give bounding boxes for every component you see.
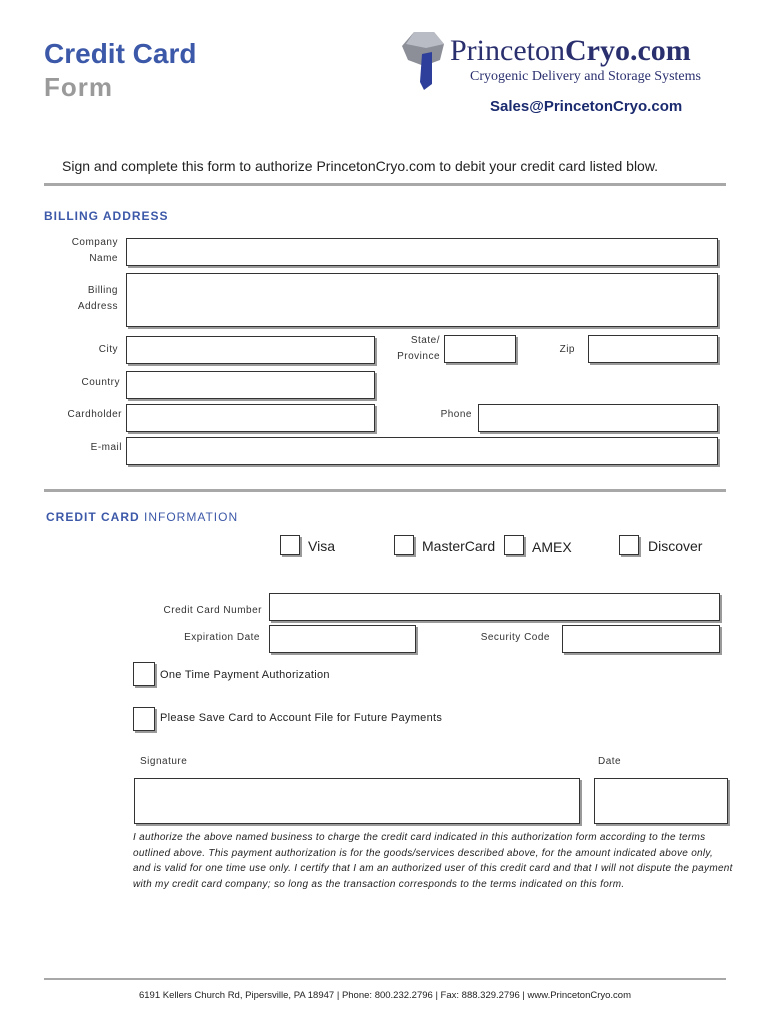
divider-top (44, 183, 726, 186)
divider-middle (44, 489, 726, 492)
sales-email[interactable]: Sales@PrincetonCryo.com (490, 98, 683, 115)
company-logo-icon (400, 30, 446, 92)
card-section-title: CREDIT CARD INFORMATION (46, 510, 239, 524)
country-label: Country (81, 377, 120, 388)
cardholder-field[interactable] (126, 404, 375, 432)
authorization-text: I authorize the above named business to charge the credit card indicated in this authorization form according to the terms outlined above. This payment authorization is for the goods/services described above, for the amount indicated above only, and is valid for one time use only. I certify that I am an authorized user of this credit card and that I will not dispute the payment with my credit card company; so long as the transaction corresponds to the terms indicated on this form. (133, 832, 733, 890)
state-field[interactable] (444, 335, 516, 363)
form-subtitle: Form (44, 72, 113, 102)
footer-contact: 6191 Kellers Church Rd, Pipersville, PA 18947 | Phone: 800.232.2796 | Fax: 888.329.2796 | www.PrincetonCryo.com (138, 990, 631, 1001)
visa-label: Visa (308, 538, 335, 554)
zip-field[interactable] (588, 335, 718, 363)
email-label: E-mail (90, 442, 122, 453)
form-title: Credit Card (44, 38, 197, 69)
security-code-field[interactable] (562, 625, 720, 653)
expiration-label: Expiration Date (184, 632, 260, 643)
cardholder-label: Cardholder (67, 409, 122, 420)
email-field[interactable] (126, 437, 718, 465)
logo-wordmark: PrincetonCryo.com (450, 34, 691, 67)
country-field[interactable] (126, 371, 375, 399)
amex-label: AMEX (532, 539, 572, 555)
phone-label: Phone (440, 409, 472, 420)
date-label: Date (598, 756, 622, 767)
zip-label: Zip (559, 344, 575, 355)
billing-address-field[interactable] (126, 273, 718, 327)
phone-field[interactable] (478, 404, 718, 432)
billing-section-title: BILLING ADDRESS (44, 209, 169, 223)
company-name-field[interactable] (126, 238, 718, 266)
one-time-payment-label: One Time Payment Authorization (160, 669, 330, 681)
discover-label: Discover (648, 538, 703, 554)
save-card-checkbox[interactable] (133, 707, 155, 731)
card-number-field[interactable] (269, 593, 720, 621)
one-time-payment-checkbox[interactable] (133, 662, 155, 686)
security-code-label: Security Code (480, 632, 550, 643)
card-number-label: Credit Card Number (163, 605, 262, 616)
signature-field[interactable] (134, 778, 580, 824)
date-field[interactable] (594, 778, 728, 824)
intro-text: Sign and complete this form to authorize PrincetonCryo.com to debit your credit card listed blow. (62, 158, 659, 174)
billing-address-label: Billing Address (77, 285, 118, 312)
save-card-label: Please Save Card to Account File for Future Payments (160, 712, 443, 724)
signature-label: Signature (140, 756, 188, 767)
expiration-field[interactable] (269, 625, 416, 653)
divider-footer (44, 978, 726, 980)
mastercard-checkbox[interactable] (394, 535, 414, 555)
city-field[interactable] (126, 336, 375, 364)
state-label: State/ Province (397, 335, 440, 362)
logo-tagline: Cryogenic Delivery and Storage Systems (470, 69, 701, 84)
visa-checkbox[interactable] (280, 535, 300, 555)
city-label: City (98, 344, 118, 355)
company-name-label: Company Name (71, 237, 118, 264)
discover-checkbox[interactable] (619, 535, 639, 555)
amex-checkbox[interactable] (504, 535, 524, 555)
mastercard-label: MasterCard (422, 538, 496, 554)
